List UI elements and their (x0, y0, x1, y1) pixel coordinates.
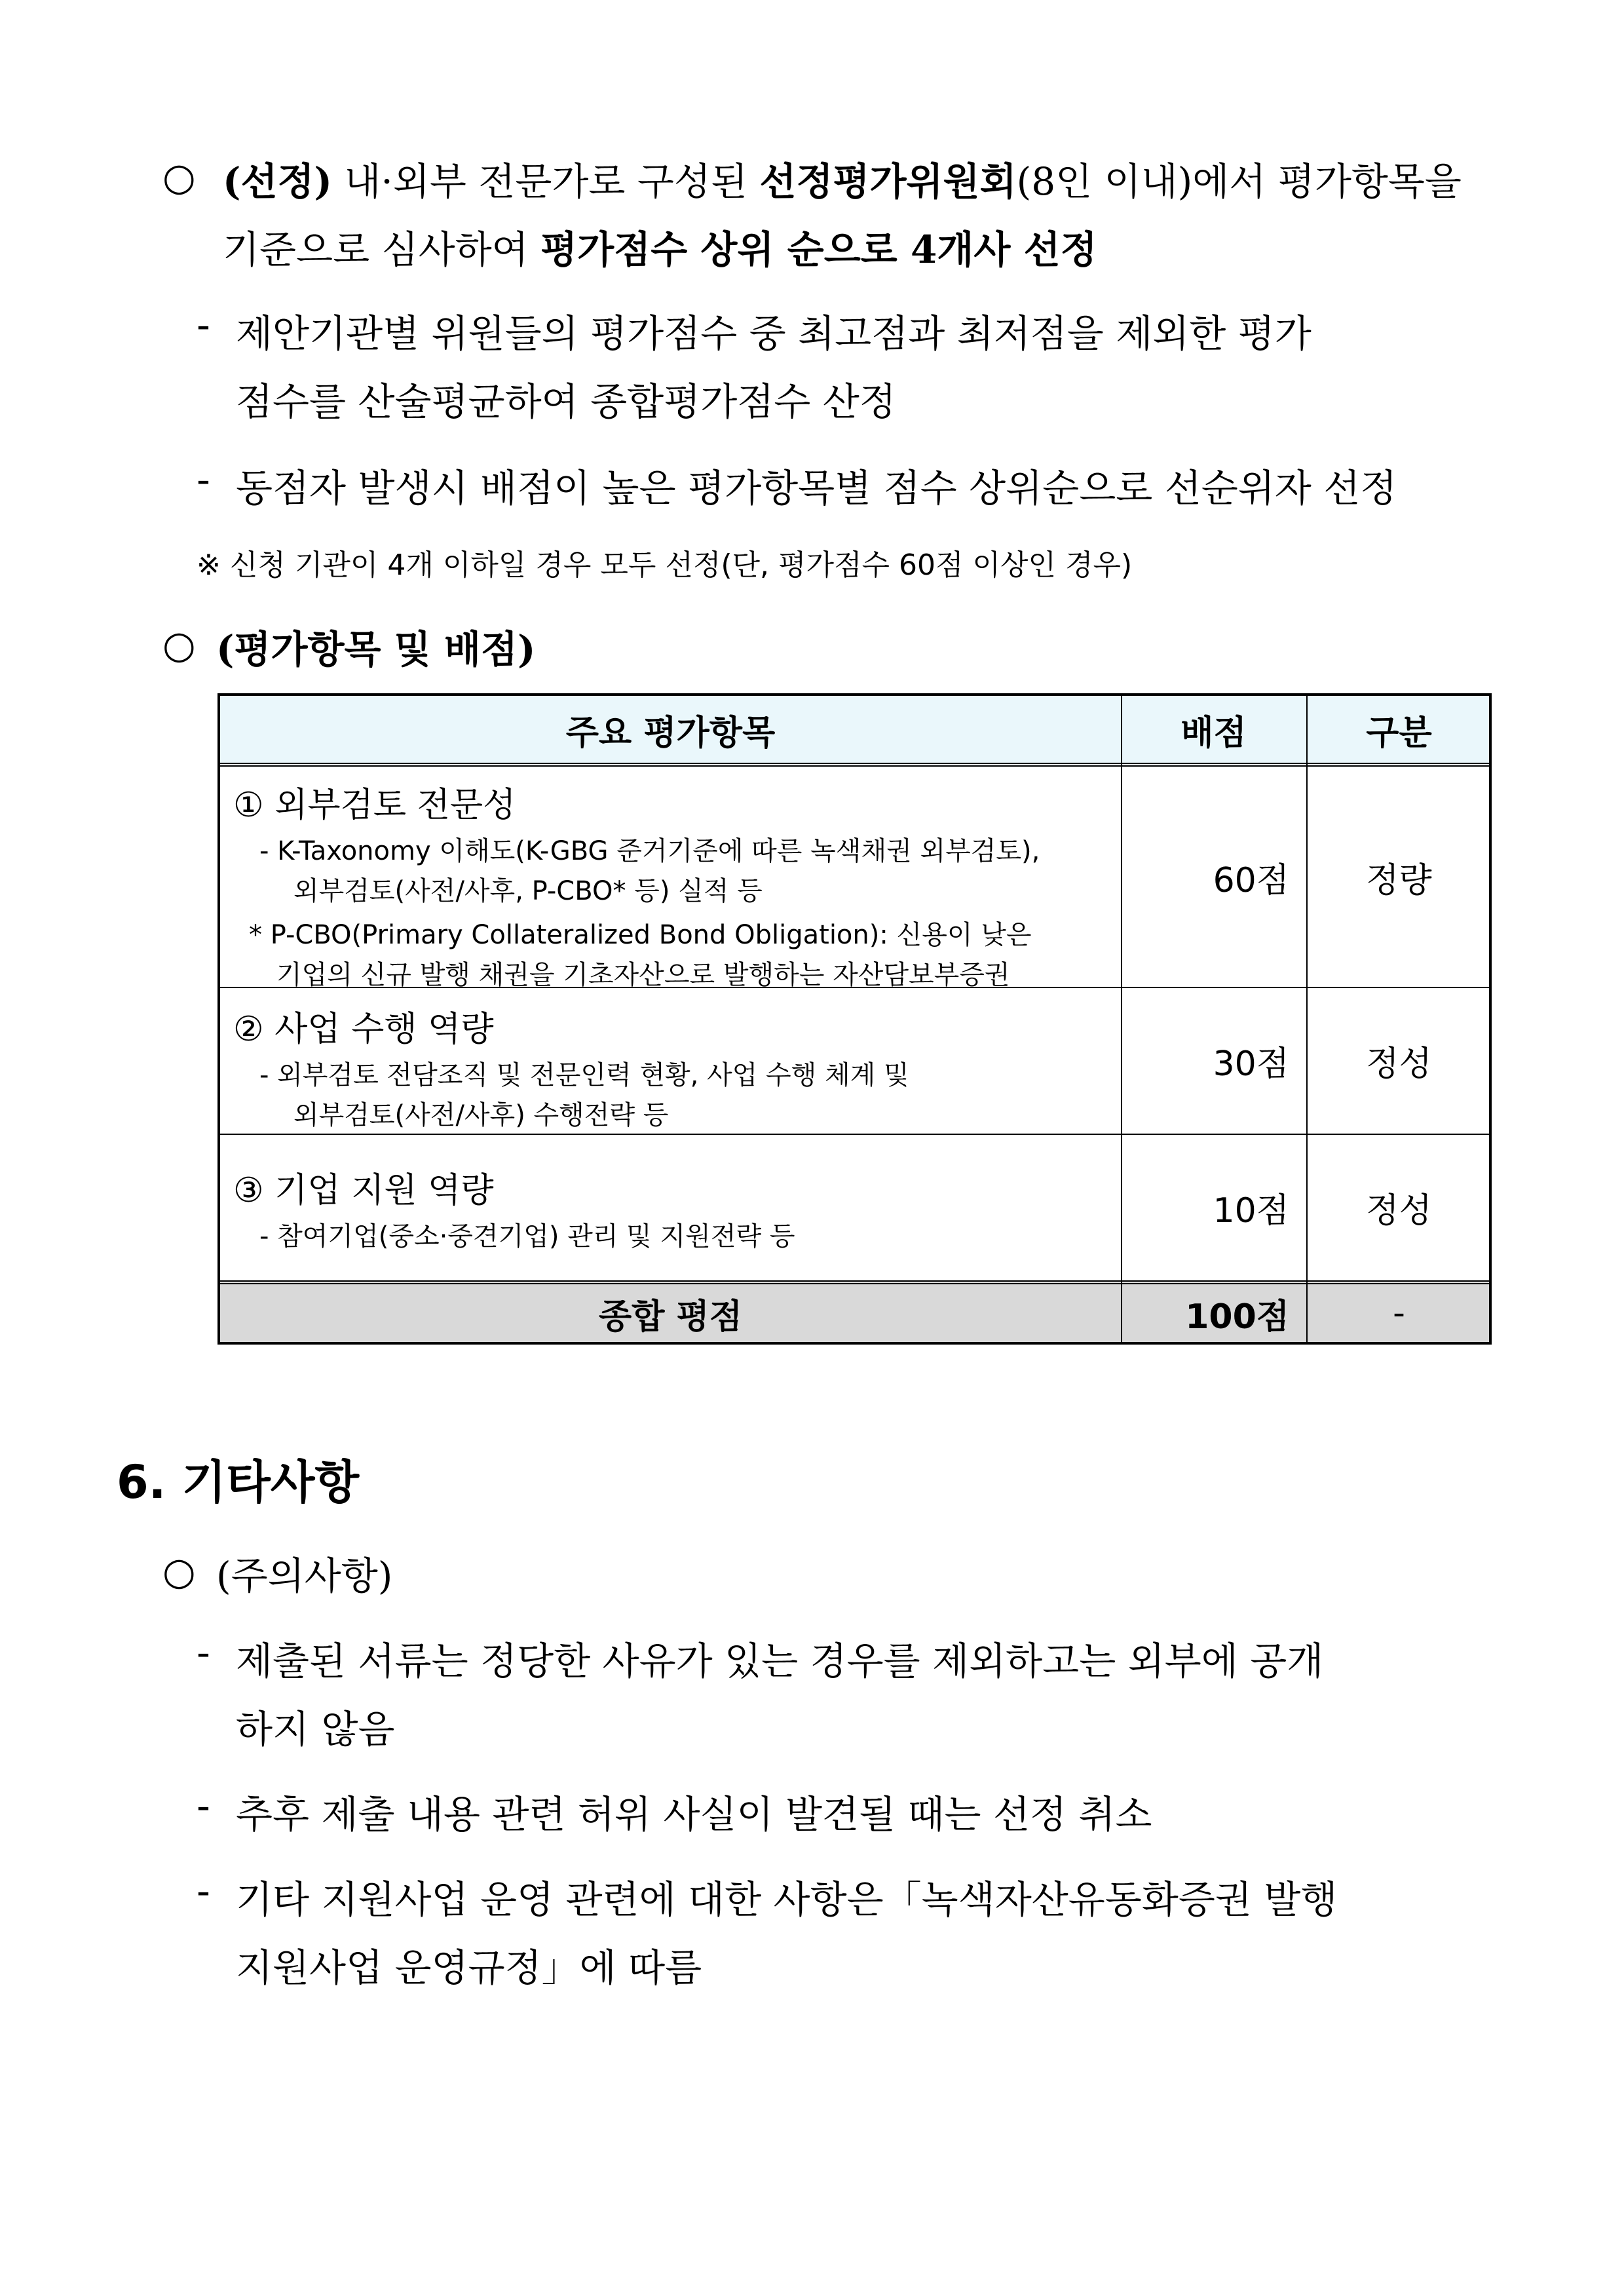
dash-bullet: - (197, 457, 210, 502)
dash-bullet: - (197, 303, 210, 347)
total-score: 100점 (1185, 1297, 1289, 1337)
d3-line-1: 기타 지원사업 운영 관련에 대한 사항은「녹색자산유동화증권 발행 (236, 1877, 1338, 1922)
selection-line-2 (223, 219, 1097, 274)
row-footnote: 기업의 신규 발행 채권을 기초자산으로 발행하는 자산담보부증권 (276, 960, 1010, 990)
total-type: - (1393, 1293, 1405, 1333)
bullet-circle: ○ (162, 155, 196, 199)
header-item: 주요 평가항목 (565, 713, 776, 753)
selection-text-b: (8인 이내)에서 평가항목을 (1016, 159, 1462, 204)
bullet-circle: ○ (162, 622, 196, 667)
row-detail: - 외부검토 전담조직 및 전문인력 현황, 사업 수행 체계 및 (259, 1060, 909, 1090)
dash2-line-1: 동점자 발생시 배점이 높은 평가항목별 점수 상위순으로 선순위자 선정 (236, 466, 1397, 510)
row-detail: - K-Taxonomy 이해도(K-GBG 준거기준에 따른 녹색채권 외부검토), (259, 836, 1040, 866)
bullet-circle: ○ (162, 1549, 196, 1594)
d1-line-1: 제출된 서류는 정당한 사유가 있는 경우를 제외하고는 외부에 공개 (236, 1639, 1324, 1683)
dash-bullet: - (197, 1784, 210, 1828)
committee-name: 선정평가위원회 (759, 159, 1017, 204)
evaluation-table (217, 693, 1492, 1345)
selection-text-a: 내·외부 전문가로 구성된 (331, 159, 760, 204)
criteria-heading: (평가항목 및 배점) (216, 627, 536, 672)
selection-text-c: 기준으로 심사하여 (223, 227, 541, 272)
row-title: ③ 기업 지원 역량 (233, 1171, 494, 1210)
row-detail: 외부검토(사전/사후) 수행전략 등 (293, 1100, 669, 1130)
row-detail: 외부검토(사전/사후, P-CBO* 등) 실적 등 (293, 876, 763, 906)
caution-heading: (주의사항) (216, 1554, 393, 1598)
row-footnote: * P-CBO(Primary Collateralized Bond Obligation): 신용이 낮은 (249, 920, 1032, 950)
row-detail: - 참여기업(중소·중견기업) 관리 및 지원전략 등 (259, 1221, 795, 1252)
selection-rule: 평가점수 상위 순으로 4개사 선정 (540, 227, 1097, 272)
section-heading: 6. 기타사항 (117, 1455, 360, 1509)
dash-bullet: - (197, 1869, 210, 1913)
row-type: 정량 (1366, 860, 1432, 900)
note-text: ※ 신청 기관이 4개 이하일 경우 모두 선정(단, 평가점수 60점 이상인 경우) (197, 548, 1133, 582)
header-score: 배점 (1180, 713, 1247, 753)
row-score: 10점 (1213, 1191, 1289, 1231)
row-score: 60점 (1213, 860, 1289, 900)
dash1-line-2: 점수를 산술평균하여 종합평가점수 산정 (236, 379, 896, 424)
d2-line-1: 추후 제출 내용 관련 허위 사실이 발견될 때는 선정 취소 (236, 1792, 1152, 1837)
row-title: ② 사업 수행 역량 (233, 1010, 494, 1049)
dash1-line-1: 제안기관별 위원들의 평가점수 중 최고점과 최저점을 제외한 평가 (236, 311, 1312, 356)
row-score: 30점 (1213, 1044, 1289, 1084)
d1-line-2: 하지 않음 (236, 1707, 395, 1751)
selection-label: (선정) (223, 159, 332, 204)
selection-line-1 (223, 151, 1462, 206)
dash-bullet: - (197, 1630, 210, 1675)
d3-line-2: 지원사업 운영규정」에 따름 (236, 1945, 702, 1990)
row-type: 정성 (1366, 1191, 1432, 1231)
header-type: 구분 (1366, 713, 1432, 753)
row-type: 정성 (1366, 1044, 1432, 1084)
total-label: 종합 평점 (598, 1297, 743, 1337)
row-title: ① 외부검토 전문성 (233, 786, 516, 825)
